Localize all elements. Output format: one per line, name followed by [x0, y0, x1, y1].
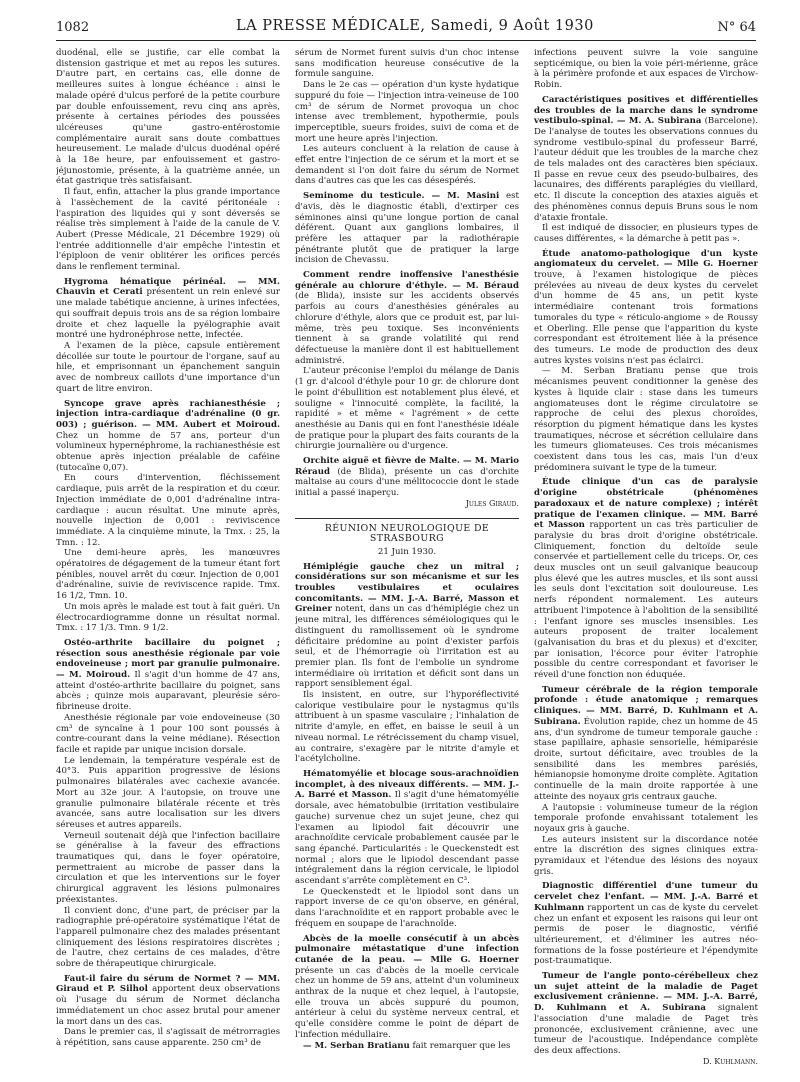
article-text: rapportent un cas de kyste du cervelet chez un enfant et exposent les raisons qui leur ont permis de poser le diagnostic, vérifié ultérieurement, et d'éliminer les autres néo-formations de la fosse postérieure et l'épendymite post-traumatique.: [534, 902, 758, 967]
paragraph: Les auteurs insistent sur la discordance notée entre la discrétion des signes cliniques extra-pyramidaux et l'étendue des lésions des noyaux gris.: [534, 834, 758, 877]
article-text: signalent l'association d'une maladie de Paget très prononcée, exclusivement crânienne, avec une tumeur de l'acoustique. Indépendance complète des deux affections.: [534, 1003, 758, 1056]
article-text: rapportent un cas très particulier de paralysie du bras droit d'origine obstétricale. Cliniquement, fonction du deltoïde seule conservée et partiellement celle du triceps. Or, ces deux muscles ont un seuil galvanique beaucoup plus élevé que les autres muscles, et ils sont aussi les seuls dont l'excitation soit douloureuse. Les nerfs répondent normalement. Les auteurs attribuent l'impotence à l'abolition de la sensibilité : l'enfant ignore ses muscles insensibles. Les auteurs proposent de traiter localement (galvanisation du bras et du plexus) et d'exciter, par ionisation, l'écorce pour éviter l'atrophie possible du centre correspondant et favoriser le réveil d'une fonction non éduquée.: [534, 520, 758, 681]
paragraph: L'auteur préconise l'emploi du mélange de Danis (1 gr. d'alcool d'éthyle pour 10 gr. de chlorure dont le point d'ébullition est notablement plus élevé, et souligne « l'innocuité complète, la facilité, la rapidité » et même « l'agrément » de cette anesthésie au Danis qui en font l'anesthésie idéale de pratique pour la plupart des faits courants de la chirurgie journalière ou d'urgence.: [295, 366, 519, 452]
article-title: Comment rendre inoffensive l'anesthésie générale au chlorure d'éthyle. — M. Béraud: [295, 270, 519, 291]
paragraph: Verneuil soutenait déjà que l'infection bacillaire se généralise à la faveur des effractions traumatiques qui, dans le foyer opératoire, permettraient au microbe de passer dans la circulation et que les interventions sur le foyer chirurgical aggravent les lésions pulmonaires préexistantes.: [56, 830, 280, 905]
article-text: notent, dans un cas d'hémiplégie chez un jeune mitral, les différences séméiologiques qui le distinguent du ramollissement où le syndrome déficitaire prédomine au point d'exister parfois seul, et de l'hémorragie où l'irritation est au premier plan. Ils font de l'embolie un syndrome intermédiaire où irritation et déficit sont dans un rapport sensiblement égal.: [295, 604, 519, 690]
article-text: Chez un homme de 57 ans, porteur d'un volumineux hypernéphrome, la rachianesthésie est obtenue après injection préalable de caféine (tutocaïne 0,07).: [56, 430, 280, 473]
column-2: [295, 48, 519, 1078]
article-title: Hémiplégie gauche chez un mitral ; considérations sur son mécanisme et sur les troubles vestibulaires et oculaires concomitants. — MM. J.-A. Barré, Masson et Greiner: [295, 561, 519, 615]
author-signature: Jules Giraud.: [465, 498, 519, 508]
paragraph: Ils insistent, en outre, sur l'hyporéflectivité calorique vestibulaire pour le nystagmus qu'ils attribuent à un spasme vasculaire ; l'inhalation de nitrite d'amyle, en effet, en baisse le seuil à un niveau normal. Le rétrécissement du champ visuel, au contraire, s'exagère par le nitrite d'amyle et l'acétylcholine.: [295, 690, 519, 765]
article: [534, 881, 758, 967]
article-title: Tumeur cérébrale de la région temporale profonde : étude anatomique ; remarques cliniques. — MM. Barré, D. Kuhlmann et A. Subirana.: [534, 684, 758, 727]
paragraph: Dans le 2e cas — opération d'un kyste hydatique suppuré du foie — l'injection intra-veineuse de 100 cm³ de sérum de Normet provoqua un choc intense avec tremblement, hypothermie, pouls imperceptible, sueurs froides, suivi de coma et de mort une heure après l'injection.: [295, 80, 519, 144]
article-text: Évolution rapide, chez un homme de 45 ans, d'un syndrome de tumeur temporale gauche : stase papillaire, aphasie sensorielle, hémiparésie droite, surtout déficitaire, avec troubles de la sensibilité dans les membres parésiés, hémianopsie homonyme droite complète. Agitation continuelle de la main droite rapportée à une atteinte des noyaux gris centraux gauche.: [534, 716, 758, 802]
article-title: Étude anatomo-pathologique d'un kyste angiomateux du cervelet. — Mlle G. Hoerner: [534, 248, 758, 270]
article: [534, 249, 758, 367]
article-text: présentent un rein enlevé sur une malade tabétique ancienne, à urines infectées, qui souffrait depuis trois ans de sa région lombaire droite et chez laquelle la pyélographie avait montré une hydronéphrose nette, infectée.: [56, 287, 280, 341]
article: [295, 191, 519, 266]
page-number: 1082: [56, 20, 90, 35]
column-3: [534, 48, 758, 1078]
paragraph: Un mois après le malade est tout à fait guéri. Un électrocardiogramme donne un résultat normal. Tmx. : 17 1/3. Tmn. 9 1/2.: [56, 601, 280, 634]
article: [534, 971, 758, 1057]
journal-title: LA PRESSE MÉDICALE, Samedi, 9 Août 1930: [236, 18, 594, 34]
article: [295, 1041, 519, 1052]
paragraph: Les auteurs concluent à la relation de cause à effet entre l'injection de ce sérum et la mort et se demandent si l'on doit faire du sérum de Normet dans d'autres cas que les cas désespérés.: [295, 144, 519, 187]
article-title: Hygroma hématique périnéal. — MM. Chauvin et Cerati: [56, 276, 280, 298]
article-text: (de Blida), insiste sur les accidents observés parfois au cours d'anesthésies générales au chlorure d'éthyle, alors que ce produit est, par lui-même, très peu toxique. Ses inconvénients tiennent à sa grande volatilité qui rend défectueuse la manière dont il est habituellement administré.: [295, 291, 519, 366]
article: [534, 95, 758, 223]
article-text: Il s'agit d'un homme de 47 ans, atteint d'ostéo-arthrite bacillaire du poignet, sans abcès ; quinze mois auparavant, pleurésie séro-fibrineuse droite.: [56, 670, 280, 713]
article-title: Ostéo-arthrite bacillaire du poignet ; résection sous anesthésie régionale par voie endoveineuse ; mort par granulie pulmonaire. — M. Moiroud.: [56, 637, 280, 681]
article: [56, 638, 280, 713]
paragraph: Dans le premier cas, il s'agissait de métrorragies à répétition, sans cause apparente. 250 cm³ de: [56, 1027, 280, 1048]
article-title: — M. Serban Bratianu: [303, 1040, 410, 1051]
paragraph: sérum de Normet furent suivis d'un choc intense sans modification heureuse consécutive de la formule sanguine.: [295, 48, 519, 80]
article: [295, 456, 519, 499]
paragraph: Il convient donc, d'une part, de préciser par la radiographie pré-opératoire systématique l'état de l'appareil pulmonaire chez des malades présentant cliniquement des lésions respiratoires discrètes ; de l'autre, chez certains de ces malades, d'être sobre de thérapeutique chirurgicale.: [56, 905, 280, 970]
article-text: fait remarquer que les: [412, 1040, 511, 1051]
paragraph: A l'autopsie : volumineuse tumeur de la région temporale profonde envahissant totalement les noyaux gris à gauche.: [534, 802, 758, 834]
article-title: Abcès de la moelle consécutif à un abcès pulmonaire métastatique d'une infection cutanée de la peau. — Mlle G. Hoerner: [295, 933, 519, 965]
article: [534, 685, 758, 803]
article-title: Tumeur de l'angle ponto-cérébelleux chez un sujet atteint de la maladie de Paget exclusivement crânienne. — MM. J.-A. Barré, D. Kuhlmann et A. Subirana: [534, 971, 758, 1014]
article: [534, 477, 758, 680]
article: [295, 934, 519, 1041]
issue-number: N° 64: [717, 20, 756, 35]
paragraph: — M. Serban Bratianu pense que trois mécanismes peuvent conditionner la genèse des kystes à liquide clair : stase dans les tumeurs angiomateuses dont le régime circulatoire se rapproche de celui des plexus choroïdes, résorption du pigment hématique dans les kystes traumatiques, nécrose et sécrétion cellulaire dans les tumeurs gliomateuses. Ces trois mécanismes coexistent dans tous les cas, mais l'un d'eux prédominera suivant le type de la tumeur.: [534, 366, 758, 473]
column-1: [56, 48, 280, 1078]
article-text: Il s'agit d'une hématomyélie dorsale, avec hématobulbie (irritation vestibulaire gauche) survenue chez un sujet jeune, chez qui l'examen au lipiodol fait découvrir une arachnoïdite cervicale probablement causée par le sang épanché. Particularités : le Queckenstedt est normal ; alors que le lipiodol descendant passe intégralement dans la région cervicale, le lipiodol ascendant s'arrête complètement en C³.: [295, 790, 519, 887]
header-rule: [56, 40, 756, 41]
paragraph: Il faut, enfin, attacher la plus grande importance à l'assèchement de la cavité péritonéale : l'aspiration des liquides qui y sont déversés se réalise très simplement à l'aide de la canule de V. Aubert (Presse Médicale, 21 Décembre 1929) où l'entrée additionnelle d'air empêche l'intestin et l'épiploon de venir oblitérer les orifices percés dans le renflement terminal.: [56, 187, 280, 273]
page-header: [56, 16, 756, 42]
article: [295, 769, 519, 887]
paragraph: En cours d'intervention, fléchissement cardiaque, puis arrêt de la respiration et du cœur. Injection immédiate de 0,001 d'adrénaline intra-cardiaque : aucun résultat. Une minute après, nouvelle injection de 0,001 : reviviscence immédiate. A la cinquième minute, la Tmx. : 25, la Tmn. : 12.: [56, 473, 280, 548]
article-title: Étude clinique d'un cas de paralysie d'origine obstétricale (phénomènes paradoxaux et de nature complexe) ; intérêt pratique de l'examen clinique. — MM. Barré et Masson: [534, 477, 758, 531]
article-title: Caractéristiques positives et différentielles des troubles de la marche dans le syndrome vestibulo-spinal. — M. A. Subirana: [534, 94, 758, 127]
article-text: est d'avis, dès le diagnostic établi, d'extirper ces séminones ainsi qu'une longue portion de canal déférent. Quant aux ganglions lombaires, il préfère les attaquer par la radiothérapie pénétrante plutôt que de pratiquer la large incision de Chevassu.: [295, 191, 519, 266]
article-title: Hématomyélie et blocage sous-arachnoïdien incomplet, à des niveaux différents. — MM. J.-A. Barré et Masson.: [295, 769, 519, 801]
paragraph: Le lendemain, la température vespérale est de 40°3. Puis apparition progressive de lésions pulmonaires bilatérales avec cachexie avancée. Mort au 32e jour. A l'autopsie, on trouve une granulie pulmonaire bilatérale récente et très avancée, sans autre localisation sur les divers séreuses et autres appareils.: [56, 755, 280, 830]
article-text: présente un cas d'abcès de la moelle cervicale chez un homme de 59 ans, atteint d'un volumineux anthrax de la nuque et chez lequel, à l'autopsie, elle trouva un abcès suppuré du poumon, antérieur à celui du système nerveux central, et qu'elle considère comme le point de départ de l'infection médullaire.: [295, 965, 519, 1040]
paragraph: Anesthésie régionale par voie endoveineuse (30 cm³ de syncaïne à 1 pour 100 sont poussés à contre-courant dans la veine médiane). Résection facile et rapide par unique incision dorsale.: [56, 712, 280, 755]
article: [56, 277, 280, 341]
article: [295, 270, 519, 366]
article-title: Seminome du testicule. — M. Masini: [303, 191, 500, 202]
author-signature: D. Kuhlmann.: [703, 1056, 758, 1066]
article-title: Faut-il faire du sérum de Normet ? — MM. Giraud et P. Silhol: [56, 973, 280, 995]
paragraph: infections peuvent suivre la voie sanguine septicémique, ou bien la voie péri-mérienne, grâce à la périmère profonde et aux espaces de Virchow-Robin.: [534, 48, 758, 91]
section-date: 21 Juin 1930.: [377, 546, 437, 557]
section-title: RÉUNION NEUROLOGIQUE DE STRASBOURG: [295, 518, 519, 545]
paragraph: Il est indiqué de dissocier, en plusieurs types de causes différentes, « la démarche à petit pas ».: [534, 223, 758, 244]
article: [56, 974, 280, 1028]
article: [295, 562, 519, 690]
article-text: (de Blida), présente un cas d'orchite maltaise au cours d'une mélitococcie dont le stade initial a passé inaperçu.: [295, 466, 519, 499]
paragraph: Le Queckenstedt et le lipiodol sont dans un rapport inverse de ce qu'on observe, en général, dans l'arachnoïdite et en rapport probable avec le fréquem en soupape de l'arachnoïde.: [295, 886, 519, 929]
article-text: trouve, à l'examen histologique de pièces prélevées au niveau de deux kystes du cervelet d'un homme de 45 ans, un petit kyste intermédiaire contenant trois formations tumorales du type « réticulo-angiome » de Roussy et Oberling. Elle pense que l'apparition du kyste correspondant est étroitement liée à la présence des tumeurs. Le mode de production des deux autres kystes voisins n'est pas éclairci.: [534, 270, 758, 366]
paragraph: duodénal, elle se justifie, car elle combat la distension gastrique et met au repos les sutures. D'autre part, en certains cas, elle donne de meilleures suites à longue échéance : ainsi le malade opéré d'ulcus perforé de la petite courbure par double enfouissement, revu cinq ans après, présente à certaines périodes des poussées ulcéreuses qu'une gastro-entérostomie complémentaire aurait sans doute combattues heureusement. Le malade d'ulcus duodénal opéré à la 18e heure, par enfouissement et gastro-jéjunostomie, présente, à la quatrième année, un état gastrique très satisfaisant.: [56, 48, 280, 187]
paragraph: Une demi-heure après, les manœuvres opératoires de dégagement de la tumeur étant fort pénibles, nouvel arrêt du cœur. Injection de 0,001 d'adrénaline, suivie de reviviscence rapide. Tmx. 16 1/2, Tmn. 10.: [56, 548, 280, 602]
paragraph: A l'examen de la pièce, capsule entièrement décollée sur toute le pourtour de l'organe, sauf au hile, et emprisonnant un épanchement sanguin avec de nombreux caillots d'une importance d'un quart de litre environ.: [56, 340, 280, 394]
article-text: apportent deux observations où l'usage du sérum de Normet déclancha immédiatement un choc assez brutal pour amener la mort dans un des cas.: [56, 984, 280, 1027]
article-title: Orchite aiguë et fièvre de Malte. — M. Mario Réraud: [295, 456, 519, 477]
article: [56, 399, 280, 474]
article-title: Syncope grave après rachianesthésie ; injection intra-cardiaque d'adrénaline (0 gr. 003) ; guérison. — MM. Aubert et Moiroud.: [56, 398, 280, 430]
article-text: (Barcelone). De l'analyse de toutes les observations connues du syndrome vestibulo-spinal du professeur Barré, l'auteur déduit que les troubles de la marche chez de tels malades ont des caractères bien spéciaux. Il passe en revue ceux des pseudo-bulbaires, des lacunaires, des différents paraplégies du vieillard, etc. Il discute la conception des ataxies aiguës et des phénomènes connus depuis Bruns sous le nom d'ataxie frontale.: [534, 116, 758, 223]
article-title: Diagnostic différentiel d'une tumeur du cervelet chez l'enfant. — MM. J.-A. Barré et Kuhlmann: [534, 881, 758, 913]
